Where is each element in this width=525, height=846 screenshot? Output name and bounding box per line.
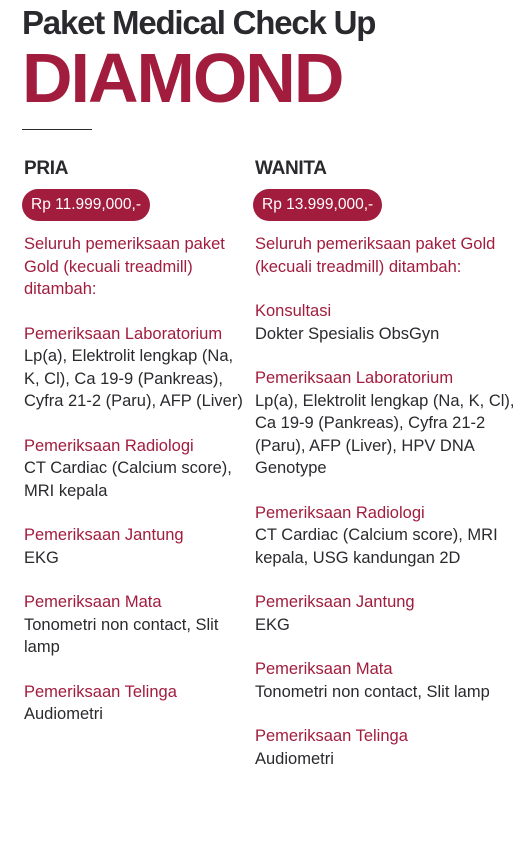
section-body: Tonometri non contact, Slit lamp [24,615,219,656]
section-telinga [24,681,246,726]
column-pria [24,155,246,726]
section-body: Audiometri [24,705,103,723]
section-title: Pemeriksaan Telinga [24,682,177,701]
section-title: Pemeriksaan Jantung [24,526,184,544]
section-title: Pemeriksaan Mata [24,593,162,611]
section-telinga [255,725,517,770]
section-title: Pemeriksaan Telinga [255,727,408,745]
section-title: Pemeriksaan Radiologi [255,503,425,522]
section-title: Pemeriksaan Laboratorium [24,324,223,343]
column-label: WANITA [255,158,327,179]
section-body: Audiometri [255,749,334,768]
intro-text: Seluruh pemeriksaan paket Gold (kecuali treadmill) ditambah: [255,235,496,276]
section-laboratorium [24,323,246,413]
price-badge: Rp 13.999,000,- [253,189,382,221]
divider [22,129,92,130]
section-title: Pemeriksaan Jantung [255,593,415,611]
section-title: Pemeriksaan Radiologi [24,436,194,455]
section-laboratorium [255,367,517,480]
section-body: Dokter Spesialis ObsGyn [255,324,440,343]
section-body: CT Cardiac (Calcium score), MRI kepala [24,459,232,500]
intro-text: Seluruh pemeriksaan paket Gold (kecuali treadmill) ditambah: [24,235,225,298]
section-konsultasi [255,300,517,345]
section-mata [24,591,246,659]
section-mata [255,658,517,703]
section-body: Tonometri non contact, Slit lamp [255,682,490,701]
section-body: EKG [24,548,59,567]
column-wanita [255,155,517,770]
section-jantung [24,524,246,569]
page-title: Paket Medical Check Up [22,4,376,41]
section-jantung [255,591,517,636]
section-title: Pemeriksaan Laboratorium [255,369,454,387]
section-body: EKG [255,615,290,634]
section-radiologi [255,502,517,570]
section-title: Konsultasi [255,302,332,320]
column-label: PRIA [24,158,69,179]
section-body: Lp(a), Elektrolit lengkap (Na, K, Cl), Ca 19-9 (Pankreas), Cyfra 21-2 (Paru), AFP (Liver) [24,347,243,410]
section-body: CT Cardiac (Calcium score), MRI kepala, USG kandungan 2D [255,526,498,567]
section-title: Pemeriksaan Mata [255,660,393,678]
package-name: DIAMOND [22,39,343,117]
section-body: Lp(a), Elektrolit lengkap (Na, K, Cl), Ca 19-9 (Pankreas), Cyfra 21-2 (Paru), AFP (Liver), HPV DNA Genotype [255,391,515,477]
section-radiologi [24,435,246,503]
price-badge: Rp 11.999,000,- [22,189,150,221]
